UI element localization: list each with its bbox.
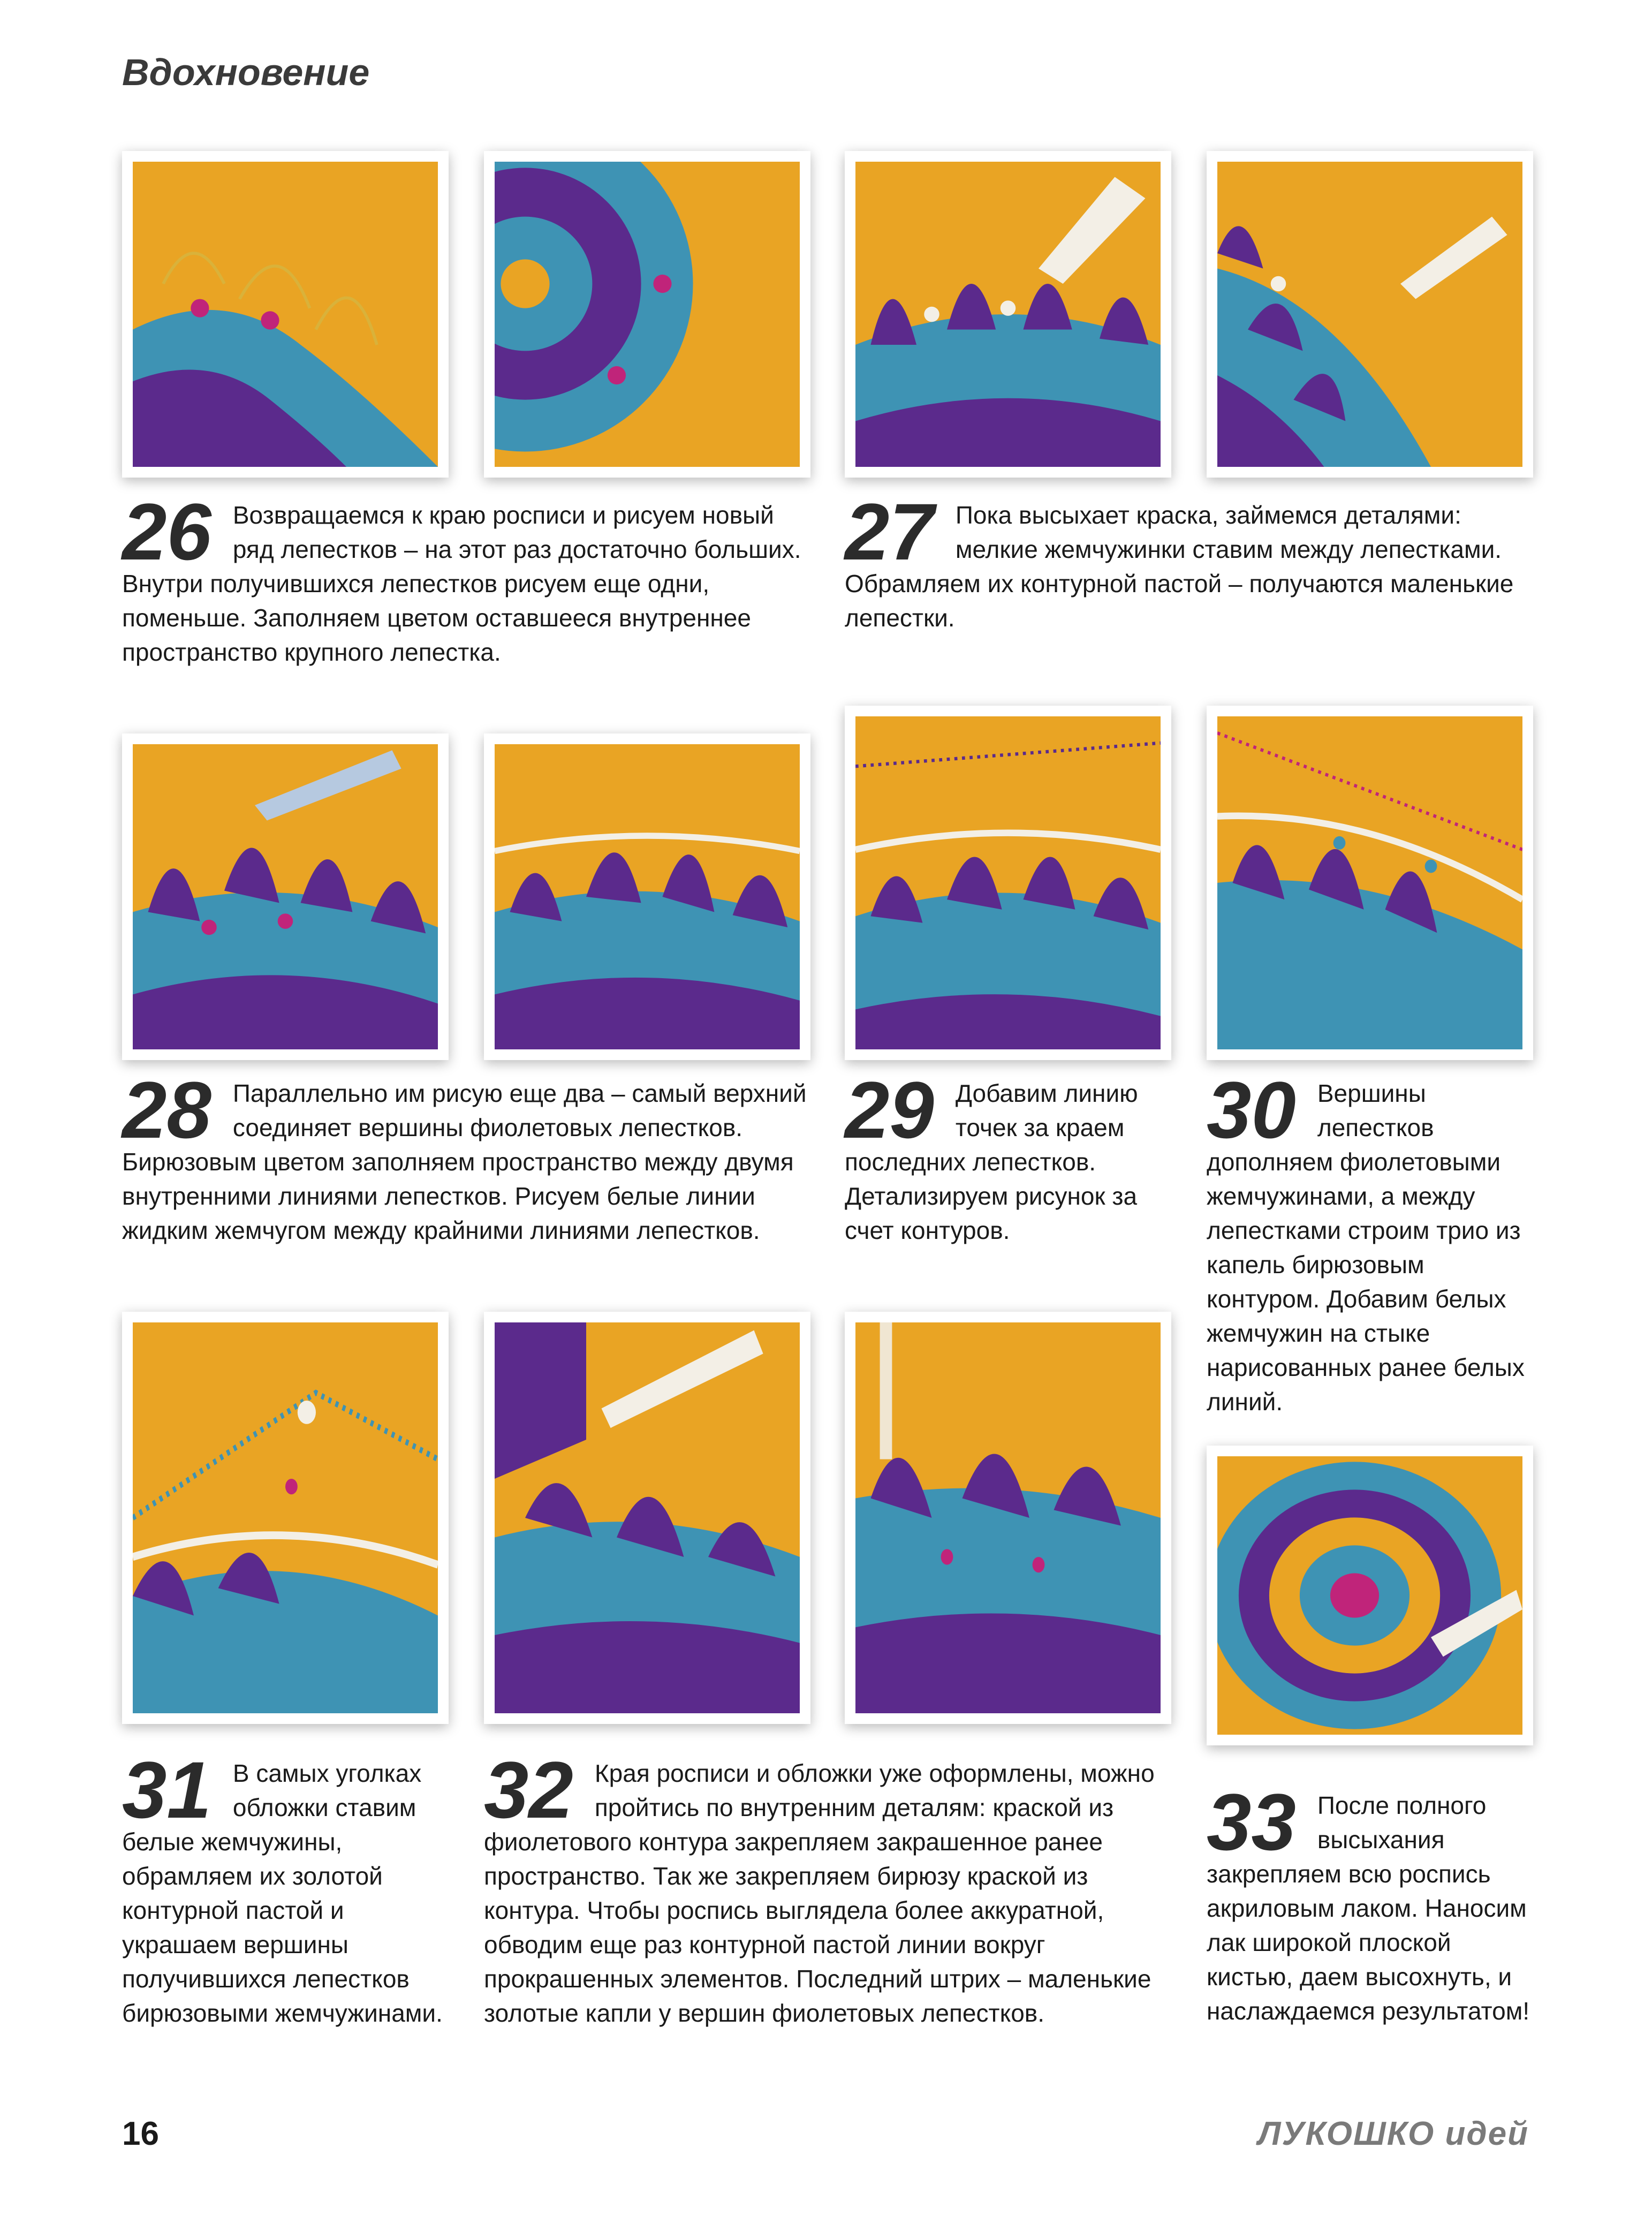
mandala-photo-image [855,162,1161,467]
step-photo [1207,151,1533,478]
step-photo [122,733,449,1060]
step-26 [122,487,802,669]
mandala-photo-image [133,744,438,1049]
mandala-photo-image [495,1322,800,1713]
mandala-photo-image [1217,716,1522,1049]
mandala-photo-image [1217,162,1522,467]
mandala-photo-image [495,162,800,467]
section-title: Вдохновение [122,51,370,93]
step-photo [845,151,1171,478]
step-photo [1207,706,1533,1060]
mandala-photo-image [133,1322,438,1713]
step-text: Края росписи и обложки уже оформлены, можно пройтись по внутренним деталям: краской из фиолетового контура закрепляем закрашенное ранее пространство. Так же закрепляем бирюзу краской из контура. Чтобы роспись выглядела более аккуратной, обводим еще раз контурной пастой линии вокруг прокрашенных элементов. Последний штрих – маленькие золотые капли у вершин фиолетовых лепестков. [484,1759,1155,2027]
step-photo [122,151,449,478]
step-number: 33 [1207,1777,1296,1867]
step-29 [845,1065,1177,1247]
mandala-photo-image [855,1322,1161,1713]
step-number: 30 [1207,1065,1296,1155]
step-photo [845,706,1171,1060]
step-32 [484,1745,1174,2030]
step-text: Параллельно им рисую еще два – самый верхний соединяет вершины фиолетовых лепестков. Бирюзовым цветом заполняем пространство между двумя внутренними линиями лепестков. Рисуем белые линии жидким жемчугом между крайними линиями лепестков. [122,1079,807,1244]
mandala-photo-image [1217,1456,1522,1735]
step-28 [122,1065,813,1247]
step-number: 28 [122,1065,211,1155]
step-number: 31 [122,1745,211,1835]
magazine-logo: ЛУКОШКО идей [1257,2115,1529,2152]
step-number: 29 [845,1065,934,1155]
step-text: Добавим линию точек за краем последних лепестков. Детализируем рисунок за счет контуров. [845,1079,1138,1244]
mandala-photo-image [855,716,1161,1049]
mandala-photo-image [133,162,438,467]
step-photo [484,151,810,478]
mandala-photo-image [495,744,800,1049]
step-photo [484,1312,810,1724]
step-photo [845,1312,1171,1724]
step-text: После полного высыхания закрепляем всю роспись акриловым лаком. Наносим лак широкой плоской кистью, даем высохнуть, и наслаждаемся результатом! [1207,1791,1530,2025]
step-33 [1207,1777,1539,2028]
step-photo [484,733,810,1060]
step-31 [122,1745,454,2030]
step-number: 32 [484,1745,573,1835]
step-photo [1207,1446,1533,1745]
step-30 [1207,1065,1539,1419]
step-text: Возвращаемся к краю росписи и рисуем новый ряд лепестков – на этот раз достаточно больших. Внутри получившихся лепестков рисуем еще одни, поменьше. Заполняем цветом оставшееся внутреннее пространство крупного лепестка. [122,501,801,666]
step-text: Пока высыхает краска, займемся деталями: мелкие жемчужинки ставим между лепестками. Обрамляем их контурной пастой – получаются маленькие лепестки. [845,501,1514,632]
step-text: Вершины лепестков дополняем фиолетовыми жемчужинами, а между лепестками строим трио из капель бирюзовым контуром. Добавим белых жемчужин на стыке нарисованных ранее белых линий. [1207,1079,1525,1416]
step-number: 27 [845,487,934,577]
step-number: 26 [122,487,211,577]
step-photo [122,1312,449,1724]
step-27 [845,487,1535,635]
step-text: В самых уголках обложки ставим белые жемчужины, обрамляем их золотой контурной пастой и украшаем вершины получившихся лепестков бирюзовыми жемчужинами. [122,1759,443,2027]
page-number: 16 [122,2115,159,2152]
